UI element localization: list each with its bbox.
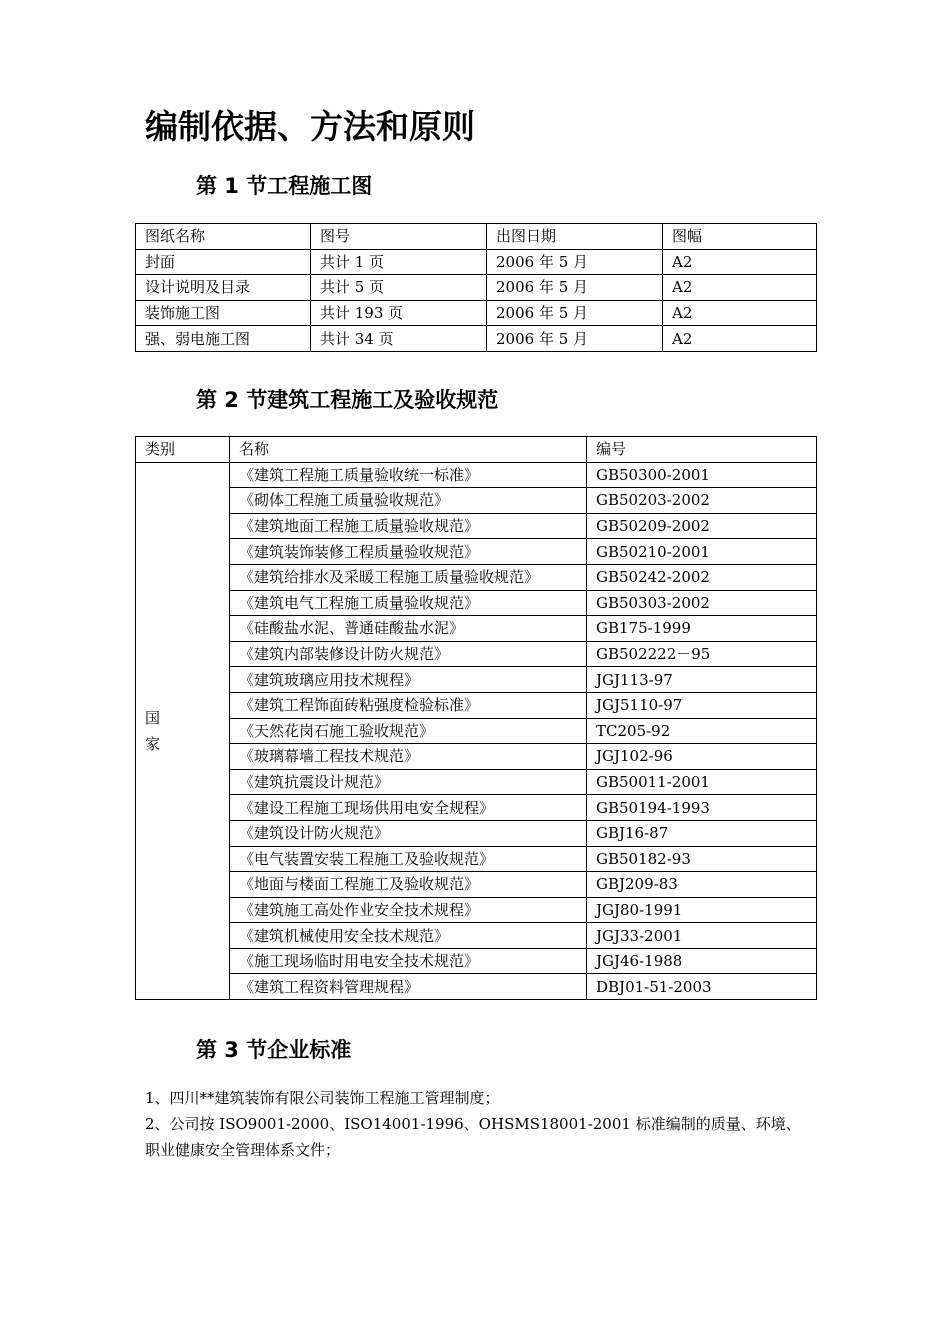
standard-name: 《建筑机械使用安全技术规范》 (230, 923, 587, 949)
table-cell: A2 (663, 249, 817, 275)
section-2-title: 第 2 节建筑工程施工及验收规范 (196, 388, 499, 412)
table-row (136, 300, 817, 326)
table-row (136, 872, 817, 898)
standard-name: 《建筑装饰装修工程质量验收规范》 (230, 539, 587, 565)
standards-table (135, 436, 817, 1000)
standard-code: GB175-1999 (587, 616, 817, 642)
table-cell: 共计 1 页 (311, 249, 487, 275)
section-3-title: 第 3 节企业标准 (196, 1038, 352, 1062)
document-title: 编制依据、方法和原则 (145, 107, 475, 146)
standard-name: 《建筑地面工程施工质量验收规范》 (230, 513, 587, 539)
standard-name: 《建筑玻璃应用技术规程》 (230, 667, 587, 693)
table-row (136, 846, 817, 872)
category-char: 家 (145, 734, 161, 753)
table-row (136, 616, 817, 642)
table-cell: 2006 年 5 月 (487, 275, 663, 301)
standard-code: DBJ01-51-2003 (587, 974, 817, 1000)
table-cell: A2 (663, 300, 817, 326)
standard-name: 《天然花岗石施工验收规范》 (230, 718, 587, 744)
table-cell: A2 (663, 275, 817, 301)
standard-name: 《砌体工程施工质量验收规范》 (230, 488, 587, 514)
standard-code: GB50209-2002 (587, 513, 817, 539)
standard-code: GBJ209-83 (587, 872, 817, 898)
table-cell: 2006 年 5 月 (487, 326, 663, 352)
standard-code: JGJ33-2001 (587, 923, 817, 949)
standard-code: GBJ16-87 (587, 820, 817, 846)
standard-code: GB50194-1993 (587, 795, 817, 821)
table-row (136, 564, 817, 590)
standard-code: GB50182-93 (587, 846, 817, 872)
standard-name: 《建筑工程资料管理规程》 (230, 974, 587, 1000)
standard-code: GB50210-2001 (587, 539, 817, 565)
table-row (136, 326, 817, 352)
table-row (136, 820, 817, 846)
table-header-row (136, 437, 817, 463)
standard-code: GB50242-2002 (587, 564, 817, 590)
table-row (136, 513, 817, 539)
table-row (136, 590, 817, 616)
header-cell: 出图日期 (487, 224, 663, 250)
standard-name: 《建筑电气工程施工质量验收规范》 (230, 590, 587, 616)
standard-code: GB50011-2001 (587, 769, 817, 795)
table-cell: 2006 年 5 月 (487, 300, 663, 326)
standard-code: JGJ80-1991 (587, 897, 817, 923)
standard-name: 《建筑抗震设计规范》 (230, 769, 587, 795)
table-row (136, 948, 817, 974)
standard-name: 《建筑设计防火规范》 (230, 820, 587, 846)
table-cell: 共计 34 页 (311, 326, 487, 352)
table-cell: 设计说明及目录 (136, 275, 311, 301)
standard-code: GB50300-2001 (587, 462, 817, 488)
table-row (136, 275, 817, 301)
header-cell: 编号 (587, 437, 817, 463)
table-row (136, 641, 817, 667)
table-cell: 强、弱电施工图 (136, 326, 311, 352)
table-row (136, 488, 817, 514)
table-row (136, 718, 817, 744)
section-1-title: 第 1 节工程施工图 (196, 174, 373, 198)
standard-code: JGJ113-97 (587, 667, 817, 693)
standard-code: TC205-92 (587, 718, 817, 744)
standard-name: 《地面与楼面工程施工及验收规范》 (230, 872, 587, 898)
table-row (136, 897, 817, 923)
header-cell: 图号 (311, 224, 487, 250)
table-cell: 装饰施工图 (136, 300, 311, 326)
table-cell: 共计 193 页 (311, 300, 487, 326)
table-row (136, 249, 817, 275)
table-row (136, 974, 817, 1000)
standard-name: 《玻璃幕墙工程技术规范》 (230, 744, 587, 770)
table-cell: 封面 (136, 249, 311, 275)
table-header-row (136, 224, 817, 250)
standard-name: 《建筑工程饰面砖粘强度检验标准》 (230, 692, 587, 718)
table-row (136, 769, 817, 795)
table-row (136, 692, 817, 718)
standard-code: JGJ46-1988 (587, 948, 817, 974)
standard-name: 《建设工程施工现场供用电安全规程》 (230, 795, 587, 821)
standard-code: GB50203-2002 (587, 488, 817, 514)
category-char: 国 (145, 708, 161, 727)
standard-code: GB50303-2002 (587, 590, 817, 616)
header-cell: 图纸名称 (136, 224, 311, 250)
standard-name: 《建筑工程施工质量验收统一标准》 (230, 462, 587, 488)
header-cell: 名称 (230, 437, 587, 463)
table-cell: A2 (663, 326, 817, 352)
header-cell: 类别 (136, 437, 230, 463)
standard-name: 《建筑给排水及采暖工程施工质量验收规范》 (230, 564, 587, 590)
standard-name: 《施工现场临时用电安全技术规范》 (230, 948, 587, 974)
standard-name: 《建筑内部装修设计防火规范》 (230, 641, 587, 667)
enterprise-standard-item: 2、公司按 ISO9001-2000、ISO14001-1996、OHSMS18001-2001 标准编制的质量、环境、职业健康安全管理体系文件； (145, 1115, 801, 1159)
standard-code: JGJ102-96 (587, 744, 817, 770)
standard-name: 《建筑施工高处作业安全技术规程》 (230, 897, 587, 923)
header-cell: 图幅 (663, 224, 817, 250)
table-row (136, 539, 817, 565)
enterprise-standard-item: 1、四川**建筑装饰有限公司装饰工程施工管理制度； (145, 1089, 500, 1107)
drawings-table (135, 223, 817, 352)
table-row (136, 923, 817, 949)
table-cell: 2006 年 5 月 (487, 249, 663, 275)
standard-name: 《硅酸盐水泥、普通硅酸盐水泥》 (230, 616, 587, 642)
category-cell (136, 462, 230, 999)
standard-name: 《电气装置安装工程施工及验收规范》 (230, 846, 587, 872)
table-row (136, 462, 817, 488)
table-row (136, 744, 817, 770)
table-row (136, 795, 817, 821)
standard-code: GB502222－95 (587, 641, 817, 667)
table-row (136, 667, 817, 693)
standard-code: JGJ5110-97 (587, 692, 817, 718)
table-cell: 共计 5 页 (311, 275, 487, 301)
